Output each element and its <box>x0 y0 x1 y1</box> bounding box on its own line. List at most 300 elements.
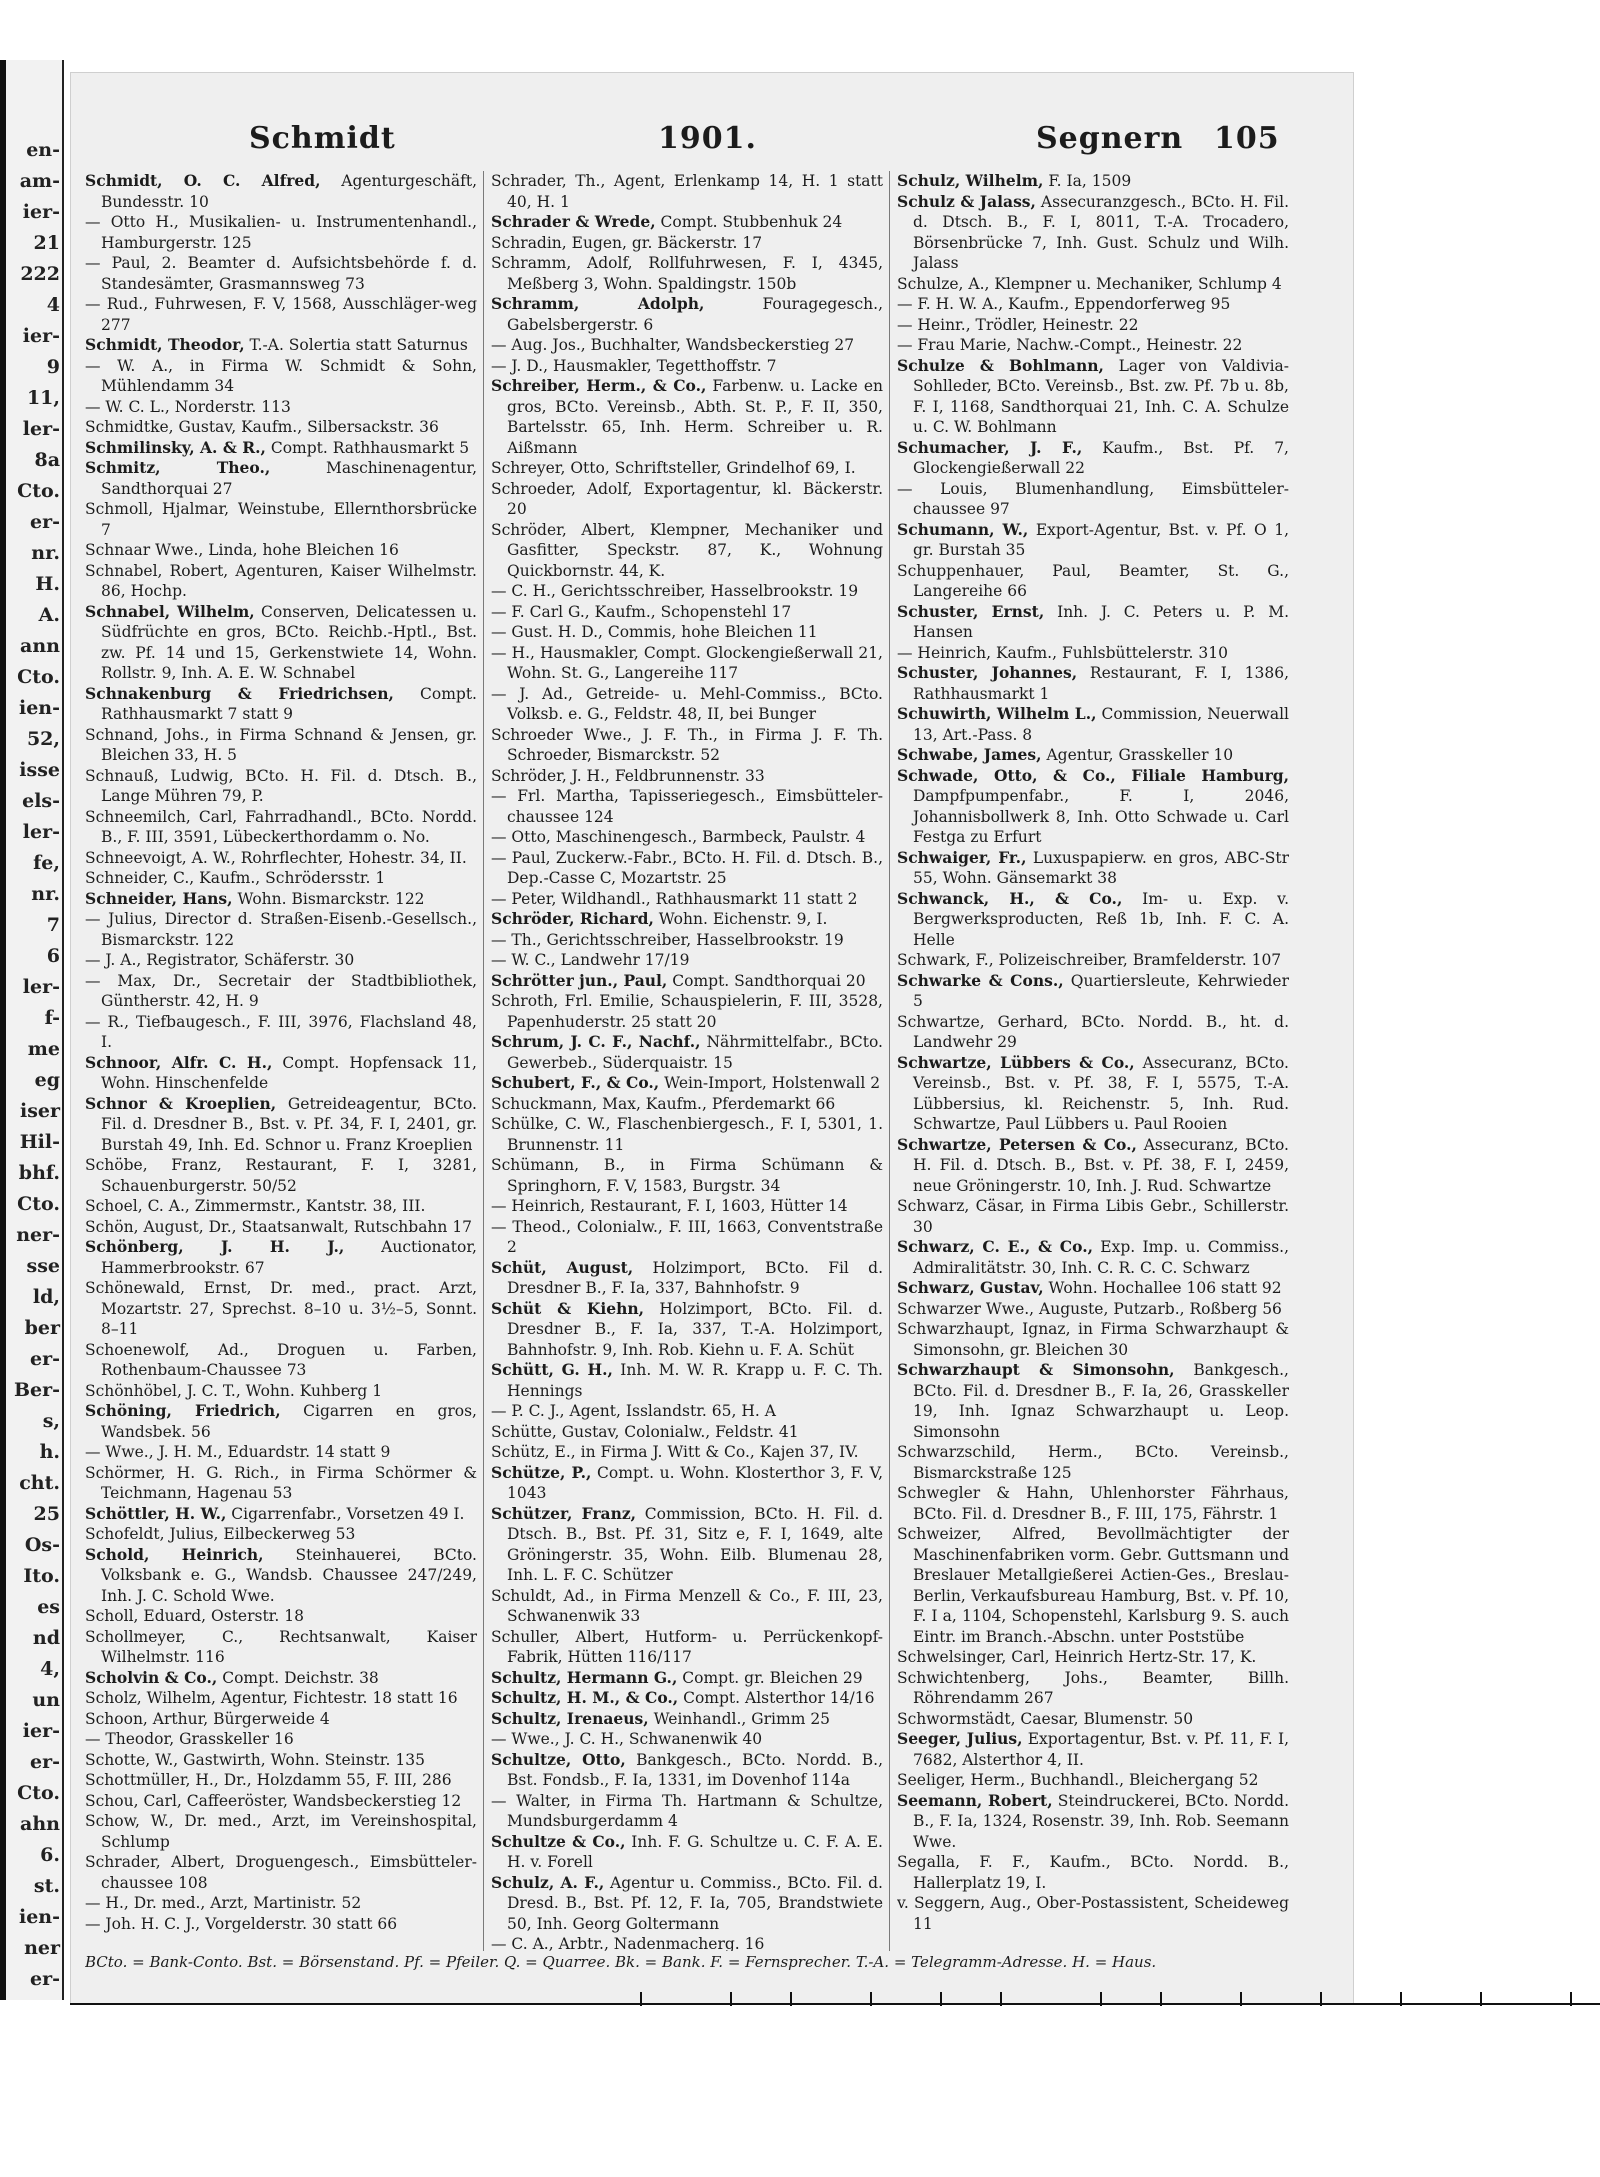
directory-entry <box>85 171 477 212</box>
directory-entry <box>85 561 477 602</box>
edge-fragment: isse <box>19 759 60 781</box>
entry-details: — Joh. H. C. J., Vorgelderstr. 30 statt 66 <box>85 1914 398 1933</box>
directory-page <box>70 72 1354 2004</box>
entry-details: — J. D., Hausmakler, Tegetthoffstr. 7 <box>491 356 777 375</box>
entry-details: Schröder, Albert, Klempner, Mechaniker und Gasfitter, Speckstr. 87, K., Wohnung Quickbornstr. 44, K. <box>491 520 883 580</box>
entry-name: Schulz, A. F., <box>491 1872 605 1892</box>
entry-details: Segalla, F. F., Kaufm., BCto. Nordd. B., Hallerplatz 19, I. <box>897 1853 1289 1892</box>
directory-entry <box>897 1360 1289 1442</box>
directory-entry <box>491 458 883 479</box>
entry-details: Wein-Import, Holstenwall 2 <box>659 1074 881 1092</box>
entry-details: Dampfpumpenfabr., F. I, 2046, Johannisbollwerk 8, Inh. Otto Schwade u. Carl Festga zu Erfurt <box>913 787 1289 846</box>
entry-details: Scholl, Eduard, Osterstr. 18 <box>85 1607 304 1625</box>
directory-entry <box>897 889 1289 951</box>
edge-fragment: un <box>32 1689 60 1711</box>
directory-entry <box>491 1463 883 1504</box>
directory-entry <box>85 1811 477 1852</box>
directory-entry <box>85 294 477 335</box>
adjacent-page-fragments <box>10 135 60 2000</box>
entry-details: Schönhöbel, J. C. T., Wohn. Kuhberg 1 <box>85 1381 383 1400</box>
directory-entry <box>85 1545 477 1607</box>
edge-fragment: ld, <box>32 1286 60 1308</box>
entry-details: — W. C., Landwehr 17/19 <box>491 951 690 969</box>
entry-details: Compt. Sandthorquai 20 <box>667 971 866 990</box>
entry-details: Holzimport, BCto. Fil d. Dresdner B., F. Ia, 337, Bahnhofstr. 9 <box>507 1258 883 1297</box>
edge-fragment: ber <box>24 1317 60 1339</box>
entry-details: Schwark, F., Polizeischreiber, Bramfelderstr. 107 <box>897 951 1282 969</box>
entry-name: Schütt, G. H., <box>491 1360 613 1379</box>
entry-name: Schultz, H. M., & Co., <box>491 1688 679 1707</box>
entry-details: Export-Agentur, Bst. v. Pf. O 1, gr. Burstah 35 <box>913 520 1289 559</box>
entry-details: — Heinrich, Restaurant, F. I, 1603, Hütter 14 <box>491 1197 848 1215</box>
directory-entry <box>85 1237 477 1278</box>
directory-entry <box>897 766 1289 848</box>
binding-shadow <box>0 60 6 2000</box>
directory-entry <box>897 1319 1289 1360</box>
directory-entry <box>491 581 883 602</box>
edge-fragment: 9 <box>46 356 60 378</box>
directory-entry <box>897 274 1289 295</box>
directory-entry <box>491 1401 883 1422</box>
entry-details: Schroeder Wwe., J. F. Th., in Firma J. F. Th. Schroeder, Bismarckstr. 52 <box>491 725 883 764</box>
entry-name: Schöttler, H. W., <box>85 1503 227 1523</box>
entry-details: — Peter, Wildhandl., Rathhausmarkt 11 statt 2 <box>491 889 858 908</box>
entry-details: — H., Hausmakler, Compt. Glockengießerwall 21, Wohn. St. G., Langereihe 117 <box>491 643 883 682</box>
directory-entry <box>491 253 883 294</box>
directory-entry <box>491 684 883 725</box>
entry-details: Agentur u. Commiss., BCto. Fil. d. Dresd. B., Bst. Pf. 12, F. Ia, 705, Brandstwiete 50, Inh. Georg Goltermann <box>507 1873 883 1933</box>
edge-fragment: els- <box>22 790 60 812</box>
entry-details: Schmoll, Hjalmar, Weinstube, Ellernthorsbrücke 7 <box>85 500 477 539</box>
directory-entry <box>491 1750 883 1791</box>
entry-details: — Julius, Director d. Straßen-Eisenb.-Gesellsch., Bismarckstr. 122 <box>85 910 477 949</box>
entry-details: Schofeldt, Julius, Eilbeckerweg 53 <box>85 1525 356 1543</box>
edge-fragment: nr. <box>31 883 60 905</box>
edge-fragment: ler- <box>22 976 60 998</box>
edge-fragment: er- <box>30 1751 60 1773</box>
entry-details: — Heinr., Trödler, Heinestr. 22 <box>897 315 1139 334</box>
entry-name: Schumacher, J. F., <box>897 437 1083 457</box>
directory-entry <box>491 909 883 930</box>
directory-entry <box>897 171 1289 192</box>
directory-entry <box>85 540 477 561</box>
entry-details: — C. A., Arbtr., Nadenmacherg. 16 <box>491 1935 765 1951</box>
directory-entry <box>85 1606 477 1627</box>
edge-fragment: H. <box>35 573 60 595</box>
directory-entry <box>491 725 883 766</box>
directory-entry <box>491 294 883 335</box>
entry-name: Schwaiger, Fr., <box>897 847 1027 867</box>
directory-entry <box>897 1237 1289 1278</box>
edge-fragment: Ito. <box>23 1565 60 1587</box>
entry-name: Schultz, Irenaeus, <box>491 1708 649 1728</box>
entry-name: Schulz & Jalass, <box>897 191 1036 211</box>
entry-details: Schoon, Arthur, Bürgerweide 4 <box>85 1709 330 1728</box>
directory-entry <box>491 971 883 992</box>
directory-entry <box>897 1278 1289 1299</box>
entry-details: — H., Dr. med., Arzt, Martinistr. 52 <box>85 1894 362 1912</box>
directory-entry <box>491 602 883 623</box>
entry-details: Schwarz, Cäsar, in Firma Libis Gebr., Schillerstr. 30 <box>897 1197 1289 1236</box>
entry-details: — Max, Dr., Secretair der Stadtbibliothek, Güntherstr. 42, H. 9 <box>85 971 477 1010</box>
entry-details: Schnabel, Robert, Agenturen, Kaiser Wilhelmstr. 86, Hochp. <box>85 561 477 600</box>
edge-fragment: ier- <box>22 325 60 347</box>
entry-details: — C. H., Gerichtsschreiber, Hasselbrookstr. 19 <box>491 582 859 600</box>
entry-details: Schwegler & Hahn, Uhlenhorster Fährhaus, BCto. Fil. d. Dresdner B., F. III, 175, Fährstr. 1 <box>897 1484 1289 1523</box>
edge-fragment: 222 <box>20 263 60 285</box>
entry-details: Schütte, Gustav, Colonialw., Feldstr. 41 <box>491 1422 799 1441</box>
entry-details: Getreideagentur, BCto. Fil. d. Dresdner B., Bst. v. Pf. 34, F. I, 2401, gr. Burstah 49, Inh. Ed. Schnor u. Franz Kroeplien <box>101 1094 477 1154</box>
entry-details: Restaurant, F. I, 1386, Rathhausmarkt 1 <box>913 664 1289 703</box>
directory-entry <box>897 1442 1289 1483</box>
directory-entry <box>85 458 477 499</box>
entry-details: Kaufm., Bst. Pf. 7, Glockengießerwall 22 <box>913 438 1289 477</box>
directory-entry <box>491 1873 883 1935</box>
edge-fragment: Cto. <box>17 666 60 688</box>
entry-details: — R., Tiefbaugesch., F. III, 3976, Flachsland 48, I. <box>85 1012 477 1051</box>
directory-entry <box>85 1791 477 1812</box>
entry-details: Schöbe, Franz, Restaurant, F. I, 3281, Schauenburgerstr. 50/52 <box>85 1156 477 1195</box>
directory-entry <box>897 704 1289 745</box>
edge-fragment: Os- <box>24 1534 60 1556</box>
edge-fragment: er- <box>30 1968 60 1990</box>
entry-details: Schoenewolf, Ad., Droguen u. Farben, Rothenbaum-Chaussee 73 <box>85 1340 477 1379</box>
edge-fragment: ner <box>24 1937 60 1959</box>
entry-details: Schütz, E., in Firma J. Witt & Co., Kajen 37, IV. <box>491 1443 859 1461</box>
entry-name: Schultz, Hermann G., <box>491 1667 678 1687</box>
directory-entry <box>85 335 477 356</box>
entry-details: Schwartze, Gerhard, BCto. Nordd. B., ht. d. Landwehr 29 <box>897 1012 1289 1051</box>
edge-fragment: iser <box>19 1100 60 1122</box>
directory-entry <box>897 1770 1289 1791</box>
directory-entry <box>897 1893 1289 1934</box>
directory-entry <box>897 950 1289 971</box>
directory-entry <box>491 991 883 1032</box>
entry-details: Schollmeyer, C., Rechtsanwalt, Kaiser Wilhelmstr. 116 <box>85 1627 477 1666</box>
edge-fragment: 6 <box>46 945 60 967</box>
entry-name: Schmidt, O. C. Alfred, <box>85 171 321 190</box>
entry-details: Seeliger, Herm., Buchhandl., Bleichergang 52 <box>897 1771 1259 1789</box>
directory-entry <box>85 1627 477 1668</box>
edge-fragment: h. <box>39 1441 60 1463</box>
entry-details: — Heinrich, Kaufm., Fuhlsbüttelerstr. 310 <box>897 643 1228 662</box>
entry-name: Schwarke & Cons., <box>897 970 1064 990</box>
entry-details: Nährmittelfabr., BCto. Gewerbeb., Süderquaistr. 15 <box>507 1033 883 1072</box>
entry-details: Schön, August, Dr., Staatsanwalt, Rutschbahn 17 <box>85 1217 473 1236</box>
entry-details: Weinhandl., Grimm 25 <box>648 1709 831 1728</box>
edge-fragment: sse <box>26 1255 60 1277</box>
directory-entry <box>491 766 883 787</box>
directory-entry <box>491 1073 883 1094</box>
entry-details: Schönewald, Ernst, Dr. med., pract. Arzt, Mozartstr. 27, Sprechst. 8–10 u. 3½–5, Sonnt. 8–11 <box>85 1279 477 1338</box>
entry-details: Compt. Stubbenhuk 24 <box>655 213 843 231</box>
entry-details: Inh. F. G. Schultze u. C. F. A. E. H. v. Forell <box>507 1832 883 1871</box>
entry-details: Bankgesch., BCto. Nordd. B., Bst. Fondsb., F. Ia, 1331, im Dovenhof 114a <box>507 1750 883 1789</box>
scan-bottom-edge <box>70 2003 1600 2005</box>
directory-entry <box>491 212 883 233</box>
entry-name: Schold, Heinrich, <box>85 1544 264 1564</box>
entry-name: Schmitz, Theo., <box>85 458 271 477</box>
entry-details: Compt. Alsterthor 14/16 <box>678 1689 875 1707</box>
entry-details: Schulze, A., Klempner u. Mechaniker, Schlump 4 <box>897 274 1282 293</box>
adjacent-page-edge <box>0 60 64 2000</box>
entry-details: Schneevoigt, A. W., Rohrflechter, Hohestr. 34, II. <box>85 848 467 867</box>
directory-entry <box>491 889 883 910</box>
directory-entry <box>85 1914 477 1935</box>
entry-details: Schwormstädt, Caesar, Blumenstr. 50 <box>897 1709 1194 1728</box>
edge-fragment: 25 <box>33 1503 60 1525</box>
directory-entry <box>491 622 883 643</box>
entry-details: Commission, BCto. H. Fil. d. Dtsch. B., Bst. Pf. 31, Sitz e, F. I, 1649, alte Gröningerstr. 35, Wohn. Eilb. Blumenau 28, Inh. L. F. C. Schützer <box>507 1504 883 1584</box>
directory-entry <box>85 766 477 807</box>
directory-entry <box>491 848 883 889</box>
entry-details: Quartiersleute, Kehrwieder 5 <box>913 971 1289 1010</box>
entry-name: Schneider, Hans, <box>85 888 233 908</box>
column-divider <box>889 171 890 1951</box>
entry-details: Schreyer, Otto, Schriftsteller, Grindelhof 69, I. <box>491 459 856 477</box>
directory-entry <box>897 1053 1289 1135</box>
edge-fragment: ien- <box>18 697 60 719</box>
entry-details: — F. H. W. A., Kaufm., Eppendorferweg 95 <box>897 295 1231 313</box>
entry-name: Schnor & Kroeplien, <box>85 1093 277 1113</box>
directory-entry <box>491 930 883 951</box>
entry-details: — Wwe., J. H. M., Eduardstr. 14 statt 9 <box>85 1443 391 1461</box>
entry-details: — Paul, 2. Beamter d. Aufsichtsbehörde f. d. Standesämter, Grasmannsweg 73 <box>85 254 477 293</box>
entry-details: Schuldt, Ad., in Firma Menzell & Co., F. III, 23, Schwanenwik 33 <box>491 1586 883 1625</box>
entry-name: Schnoor, Alfr. C. H., <box>85 1052 273 1072</box>
entry-details: Schneider, C., Kaufm., Schrödersstr. 1 <box>85 869 386 887</box>
entry-name: Schüt, August, <box>491 1257 634 1277</box>
entry-details: Cigarrenfabr., Vorsetzen 49 I. <box>226 1504 465 1523</box>
directory-entry <box>491 233 883 254</box>
directory-entry <box>85 1770 477 1791</box>
entry-details: T.-A. Solertia statt Saturnus <box>244 336 468 354</box>
entry-name: Schrum, J. C. F., Nachf., <box>491 1032 701 1051</box>
entry-details: Schwarzhaupt, Ignaz, in Firma Schwarzhaupt & Simonsohn, gr. Bleichen 30 <box>897 1320 1289 1359</box>
entry-details: — W. C. L., Norderstr. 113 <box>85 397 291 416</box>
entry-details: — J. A., Registrator, Schäferstr. 30 <box>85 951 355 969</box>
edge-fragment: bhf. <box>18 1162 60 1184</box>
edge-fragment <box>10 1995 60 2000</box>
entry-details: Compt. gr. Bleichen 29 <box>677 1668 863 1687</box>
entry-details: Schramm, Adolf, Rollfuhrwesen, F. I, 4345, Meßberg 3, Wohn. Spaldingstr. 150b <box>491 254 883 293</box>
running-head-year: 1901. <box>658 121 757 156</box>
directory-entry <box>897 1299 1289 1320</box>
directory-entry <box>491 950 883 971</box>
entry-details: Commission, Neuerwall 13, Art.-Pass. 8 <box>913 705 1289 744</box>
entry-name: Schwarzhaupt & Simonsohn, <box>897 1360 1175 1379</box>
entry-details: Schuckmann, Max, Kaufm., Pferdemarkt 66 <box>491 1094 836 1113</box>
entry-details: F. Ia, 1509 <box>1043 172 1132 190</box>
edge-fragment: ner- <box>16 1224 60 1246</box>
entry-details: Inh. J. C. Peters u. P. M. Hansen <box>913 602 1289 641</box>
entry-name: Schwabe, James, <box>897 745 1042 764</box>
entry-details: Schottmüller, H., Dr., Holzdamm 55, F. III, 286 <box>85 1771 452 1789</box>
edge-fragment: 4 <box>46 294 60 316</box>
directory-entry <box>897 479 1289 520</box>
entry-details: v. Seggern, Aug., Ober-Postassistent, Scheideweg 11 <box>897 1894 1289 1933</box>
entry-details: Holzimport, BCto. Fil. d. Dresdner B., F. Ia, 337, T.-A. Holzimport, Bahnhofstr. 9, Inh. Rob. Kiehn u. F. A. Schüt <box>507 1299 883 1359</box>
entry-name: Schönberg, J. H. J., <box>85 1237 345 1256</box>
directory-entry <box>897 1729 1289 1770</box>
entry-details: Schow, W., Dr. med., Arzt, im Vereinshospital, Schlump <box>85 1812 477 1851</box>
directory-entry <box>897 315 1289 336</box>
directory-entry <box>85 499 477 540</box>
entry-details: Compt. Hopfensack 11, Wohn. Hinschenfelde <box>101 1053 477 1092</box>
directory-entry <box>897 643 1289 664</box>
entry-details: Schotte, W., Gastwirth, Wohn. Steinstr. 135 <box>85 1750 425 1769</box>
directory-entry <box>897 1135 1289 1197</box>
entry-details: — Rud., Fuhrwesen, F. V, 1568, Ausschläger-weg 277 <box>85 295 477 334</box>
directory-entry <box>85 807 477 848</box>
entry-name: Schwade, Otto, & Co., Filiale Hamburg, <box>897 765 1289 785</box>
edge-fragment: ler- <box>22 418 60 440</box>
edge-fragment: en- <box>26 139 60 161</box>
entry-details: Cigarren en gros, Wandsbek. 56 <box>101 1402 477 1441</box>
entry-details: — Louis, Blumenhandlung, Eimsbütteler-chaussee 97 <box>897 479 1289 518</box>
directory-entry <box>491 1504 883 1586</box>
entry-details: Auctionator, Hammerbrookstr. 67 <box>101 1238 477 1277</box>
directory-entry <box>85 1442 477 1463</box>
directory-entry <box>897 1668 1289 1709</box>
entry-details: Exportagentur, Bst. v. Pf. 11, F. I, 7682, Alsterthor 4, II. <box>913 1730 1289 1769</box>
entry-name: Schwartze, Petersen & Co., <box>897 1134 1137 1154</box>
entry-details: Im- u. Exp. v. Bergwerksproducten, Reß 1b, Inh. F. C. A. Helle <box>913 889 1289 949</box>
entry-details: — P. C. J., Agent, Isslandstr. 65, H. A <box>491 1402 776 1420</box>
directory-entry <box>897 1709 1289 1730</box>
directory-entry <box>85 1053 477 1094</box>
entry-details: Compt. u. Wohn. Klosterthor 3, F. V, 1043 <box>507 1463 883 1502</box>
entry-name: Seemann, Robert, <box>897 1790 1053 1810</box>
entry-details: — Aug. Jos., Buchhalter, Wandsbeckerstieg 27 <box>491 336 855 354</box>
directory-entry <box>85 356 477 397</box>
directory-entry <box>85 212 477 253</box>
entry-details: Schneemilch, Carl, Fahrradhandl., BCto. Nordd. B., F. III, 3591, Lübeckerthordamm o. No. <box>85 807 477 846</box>
entry-details: Schnand, Johs., in Firma Schnand & Jensen, gr. Bleichen 33, H. 5 <box>85 725 477 764</box>
page-header <box>71 121 1353 171</box>
entry-details: — Otto, Maschinengesch., Barmbeck, Paulstr. 4 <box>491 828 866 846</box>
edge-fragment: fe, <box>33 852 60 874</box>
directory-entry <box>85 1401 477 1442</box>
edge-fragment: 11, <box>26 387 60 409</box>
directory-entry <box>85 397 477 418</box>
directory-entry <box>491 1586 883 1627</box>
directory-entry <box>85 438 477 459</box>
directory-entry <box>897 438 1289 479</box>
directory-entry <box>491 1032 883 1073</box>
edge-fragment: Cto. <box>17 480 60 502</box>
entry-details: Fouragegesch., Gabelsbergerstr. 6 <box>507 295 883 334</box>
edge-fragment: 7 <box>46 914 60 936</box>
edge-fragment: Cto. <box>17 1193 60 1215</box>
entry-details: Agentur, Grasskeller 10 <box>1041 746 1234 764</box>
directory-entry <box>897 1524 1289 1647</box>
directory-entry <box>897 335 1289 356</box>
entry-details: Compt. Rathhausmarkt 5 <box>265 438 470 457</box>
directory-entry <box>491 356 883 377</box>
entry-name: Schmilinsky, A. & R., <box>85 437 266 457</box>
directory-entry <box>85 1381 477 1402</box>
entry-details: Schou, Carl, Caffeeröster, Wandsbeckerstieg 12 <box>85 1791 462 1810</box>
entry-details: Schnaar Wwe., Linda, hohe Bleichen 16 <box>85 541 399 559</box>
directory-entry <box>85 417 477 438</box>
entry-details: Schroth, Frl. Emilie, Schauspielerin, F. III, 3528, Papenhuderstr. 25 statt 20 <box>491 992 883 1031</box>
directory-entry <box>897 1196 1289 1237</box>
directory-entry <box>85 950 477 971</box>
entry-details: Exp. Imp. u. Commiss., Admiralitätstr. 30, Inh. C. R. C. C. Schwarz <box>913 1238 1289 1277</box>
edge-fragment: Cto. <box>17 1782 60 1804</box>
entry-details: Farbenw. u. Lacke en gros, BCto. Vereinsb., Abth. St. P., F. II, 350, Bartelsstr. 65, Inh. Herm. Schreiber u. R. Aißmann <box>507 377 883 457</box>
directory-entry <box>491 1668 883 1689</box>
edge-fragment: s, <box>42 1410 60 1432</box>
directory-entry <box>897 848 1289 889</box>
directory-entry <box>85 909 477 950</box>
entry-details: Conserven, Delicatessen u. Südfrüchte en gros, BCto. Reichb.-Hptl., Bst. zw. Pf. 14 und 15, Gerkenstwiete 14, Wohn. Rollstr. 9, Inh. A. E. W. Schnabel <box>101 602 477 682</box>
entry-details: Schweizer, Alfred, Bevollmächtigter der Maschinenfabriken vorm. Gebr. Guttsmann und Breslauer Metallgießerei Actien-Ges., Breslau-Berlin, Verkaufsbureau Hamburg, Bst. v. Pf. 10, F. I a, 1104, Schopenstehl, Karlsburg 9. S. auch Eintr. im Branch.-Abschn. unter Poststübe <box>897 1525 1289 1646</box>
edge-fragment: st. <box>33 1875 60 1897</box>
edge-fragment: eg <box>34 1069 60 1091</box>
entry-details: — Theodor, Grasskeller 16 <box>85 1730 294 1748</box>
edge-fragment: ien- <box>18 1906 60 1928</box>
edge-fragment: 52, <box>26 728 60 750</box>
edge-fragment: er- <box>30 511 60 533</box>
entry-details: Schoel, C. A., Zimmermstr., Kantstr. 38, III. <box>85 1197 426 1215</box>
edge-fragment: me <box>27 1038 60 1060</box>
entry-name: Schuster, Ernst, <box>897 601 1045 621</box>
edge-fragment: er- <box>30 1348 60 1370</box>
entry-details: Assecuranzgesch., BCto. H. Fil. d. Dtsch. B., F. I, 8011, T.-A. Trocadero, Börsenbrücke 7, Inh. Gust. Schulz und Wilh. Jalass <box>913 192 1289 272</box>
directory-entry <box>897 520 1289 561</box>
directory-entry <box>491 1688 883 1709</box>
directory-entry <box>897 745 1289 766</box>
entry-details: Assecuranz, BCto. Vereinsb., Bst. v. Pf. 38, F. I, 5575, T.-A. Lübbersius, kl. Reichenstr. 5, Inh. Rud. Schwartze, Paul Lübbers u. Paul Rooien <box>913 1053 1289 1133</box>
entry-details: Wohn. Bismarckstr. 122 <box>232 889 425 908</box>
running-head-left: Schmidt <box>249 121 396 156</box>
entry-details: Scholz, Wilhelm, Agentur, Fichtestr. 18 statt 16 <box>85 1689 458 1707</box>
directory-entry <box>491 1094 883 1115</box>
entry-details: Schroeder, Adolf, Exportagentur, kl. Bäckerstr. 20 <box>491 479 883 518</box>
entry-details: — Otto H., Musikalien- u. Instrumentenhandl., Hamburgerstr. 125 <box>85 213 477 252</box>
entry-name: Schubert, F., & Co., <box>491 1073 660 1092</box>
entry-name: Schrötter jun., Paul, <box>491 970 668 990</box>
directory-entry <box>491 1709 883 1730</box>
entry-name: Schütze, P., <box>491 1462 592 1482</box>
edge-fragment: Hil- <box>19 1131 60 1153</box>
entry-name: Schwanck, H., & Co., <box>897 888 1123 908</box>
directory-entry <box>491 643 883 684</box>
entry-details: — Frl. Martha, Tapisseriegesch., Eimsbütteler-chaussee 124 <box>491 787 883 826</box>
directory-entry <box>85 602 477 684</box>
entry-details: Schuppenhauer, Paul, Beamter, St. G., Langereihe 66 <box>897 561 1289 600</box>
edge-fragment: ann <box>20 635 60 657</box>
entry-details: Schrader, Albert, Droguengesch., Eimsbütteler-chaussee 108 <box>85 1853 477 1892</box>
entry-details: Wohn. Eichenstr. 9, I. <box>653 910 828 928</box>
entry-details: Wohn. Hochallee 106 statt 92 <box>1043 1279 1282 1297</box>
entry-details: — Theod., Colonialw., F. III, 1663, Conventstraße 2 <box>491 1217 883 1256</box>
entry-details: — F. Carl G., Kaufm., Schopenstehl 17 <box>491 602 792 621</box>
entry-details: Inh. M. W. R. Krapp u. F. C. Th. Hennings <box>507 1361 883 1400</box>
directory-entry <box>491 1196 883 1217</box>
entry-details: — Th., Gerichtsschreiber, Hasselbrookstr. 19 <box>491 930 844 949</box>
entry-name: Schnakenburg & Friedrichsen, <box>85 683 394 703</box>
entry-name: Schwarz, C. E., & Co., <box>897 1237 1093 1256</box>
column-divider <box>483 171 484 1951</box>
entry-details: Bankgesch., BCto. Fil. d. Dresdner B., F. Ia, 26, Grasskeller 19, Inh. Ignaz Schwarzhaupt u. Leop. Simonsohn <box>913 1361 1289 1441</box>
entry-name: Schmidt, Theodor, <box>85 335 245 354</box>
directory-entry <box>85 1524 477 1545</box>
directory-entry <box>897 294 1289 315</box>
entry-details: — Frau Marie, Nachw.-Compt., Heinestr. 22 <box>897 336 1243 354</box>
